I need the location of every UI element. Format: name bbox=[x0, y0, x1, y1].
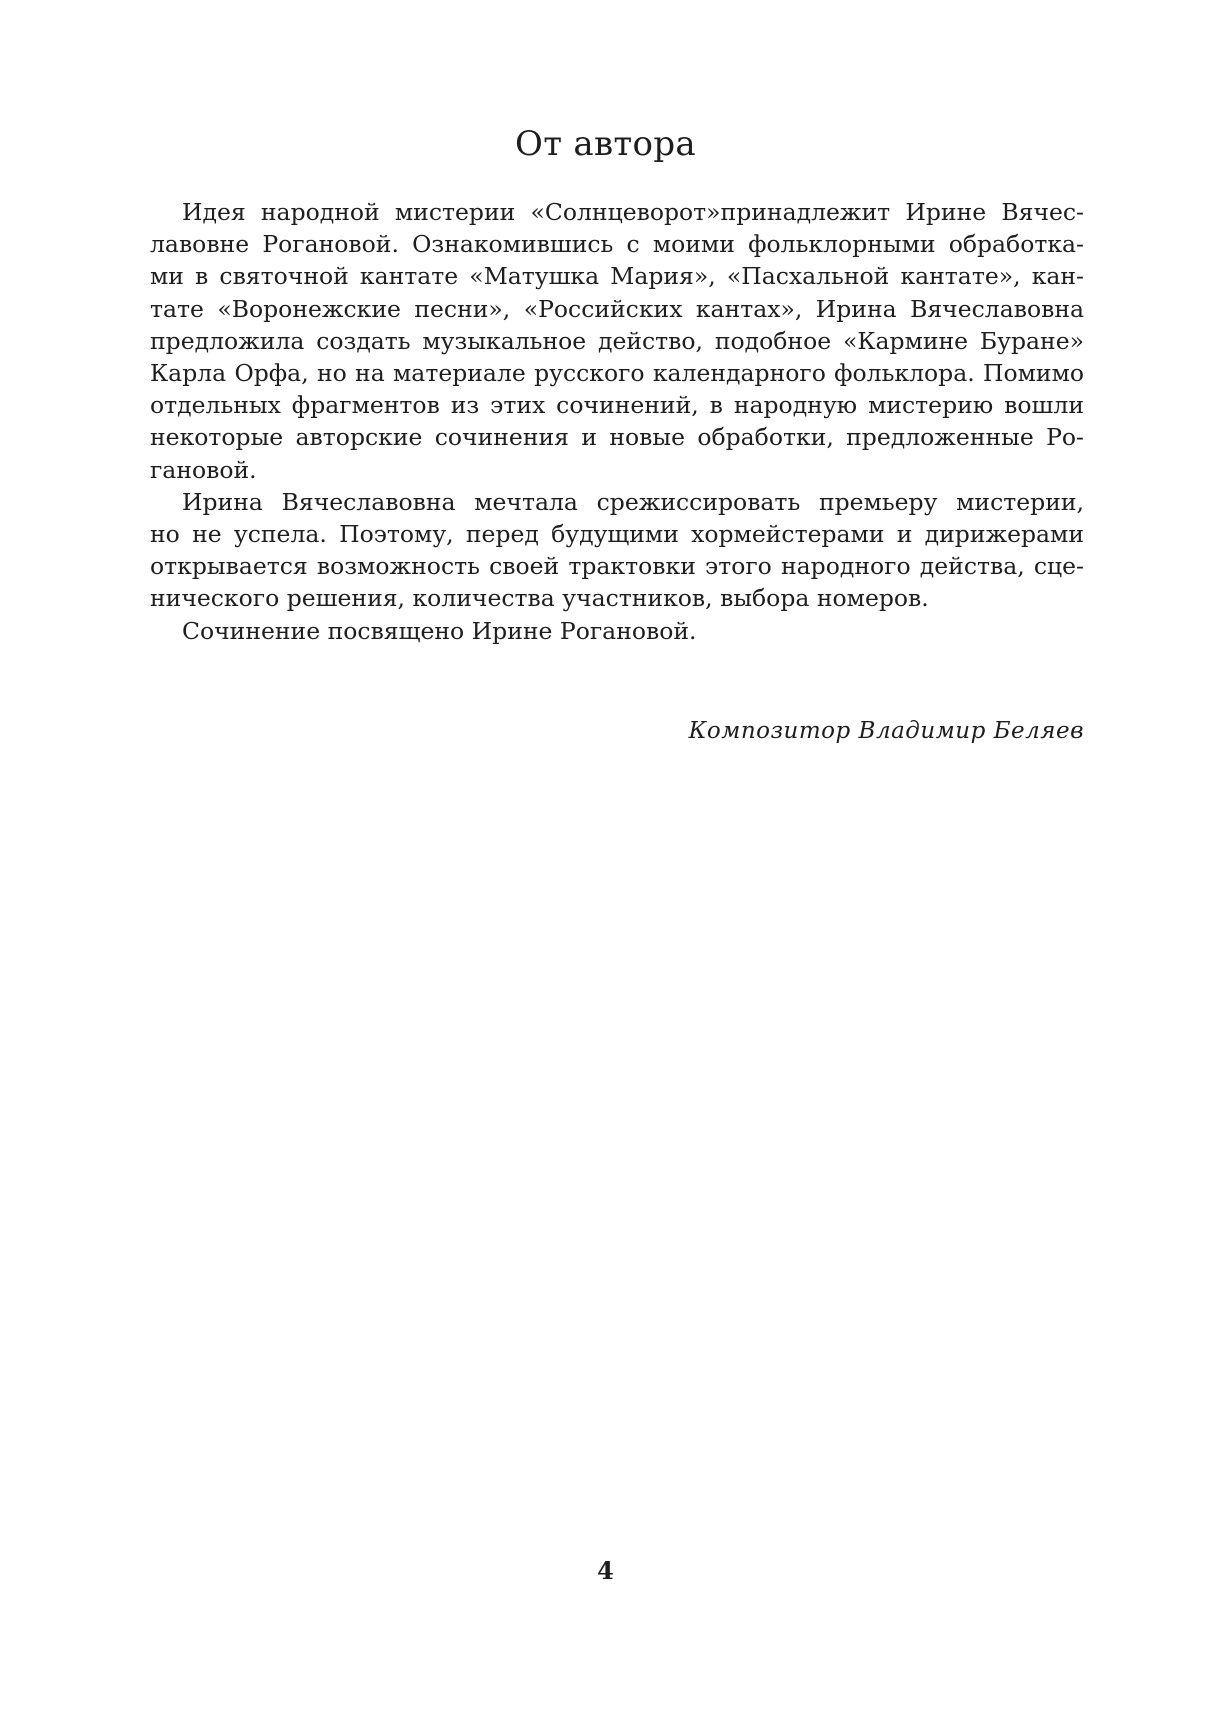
text-line: но не успела. Поэтому, перед будущими хормейстерами и дирижерами bbox=[150, 520, 1084, 549]
author-signature: Композитор Владимир Беляев bbox=[688, 718, 1084, 744]
text-line: Карла Орфа, но на материале русского календарного фольклора. Помимо bbox=[150, 359, 1084, 388]
text-line: гановой. bbox=[150, 455, 257, 484]
text-line: ми в святочной кантате «Матушка Мария», «Пасхальной кантате», кан- bbox=[150, 262, 1084, 291]
text-line: предложила создать музыкальное действо, подобное «Кармине Буране» bbox=[150, 326, 1084, 355]
text-line: Идея народной мистерии «Солнцеворот»принадлежит Ирине Вячес- bbox=[182, 198, 1084, 226]
body-text bbox=[150, 196, 1084, 647]
text-line: Сочинение посвящено Ирине Рогановой. bbox=[182, 616, 697, 645]
text-line: открывается возможность своей трактовки этого народного действа, сце- bbox=[150, 552, 1084, 581]
page-title: От автора bbox=[515, 124, 696, 164]
paragraph bbox=[150, 196, 1084, 486]
paragraph bbox=[150, 486, 1084, 615]
text-line: тате «Воронежские песни», «Российских кантах», Ирина Вячеславовна bbox=[150, 294, 1084, 323]
text-line: Ирина Вячеславовна мечтала срежиссировать премьеру мистерии, bbox=[182, 487, 1084, 516]
text-line: отдельных фрагментов из этих сочинений, в народную мистерию вошли bbox=[150, 391, 1084, 420]
paragraph bbox=[150, 615, 1084, 647]
text-line: нического решения, количества участников, выбора номеров. bbox=[150, 584, 929, 613]
text-line: лавовне Рогановой. Ознакомившись с моими фольклорными обработка- bbox=[150, 230, 1084, 259]
page-number: 4 bbox=[597, 1556, 614, 1585]
text-line: некоторые авторские сочинения и новые обработки, предложенные Ро- bbox=[150, 423, 1084, 452]
